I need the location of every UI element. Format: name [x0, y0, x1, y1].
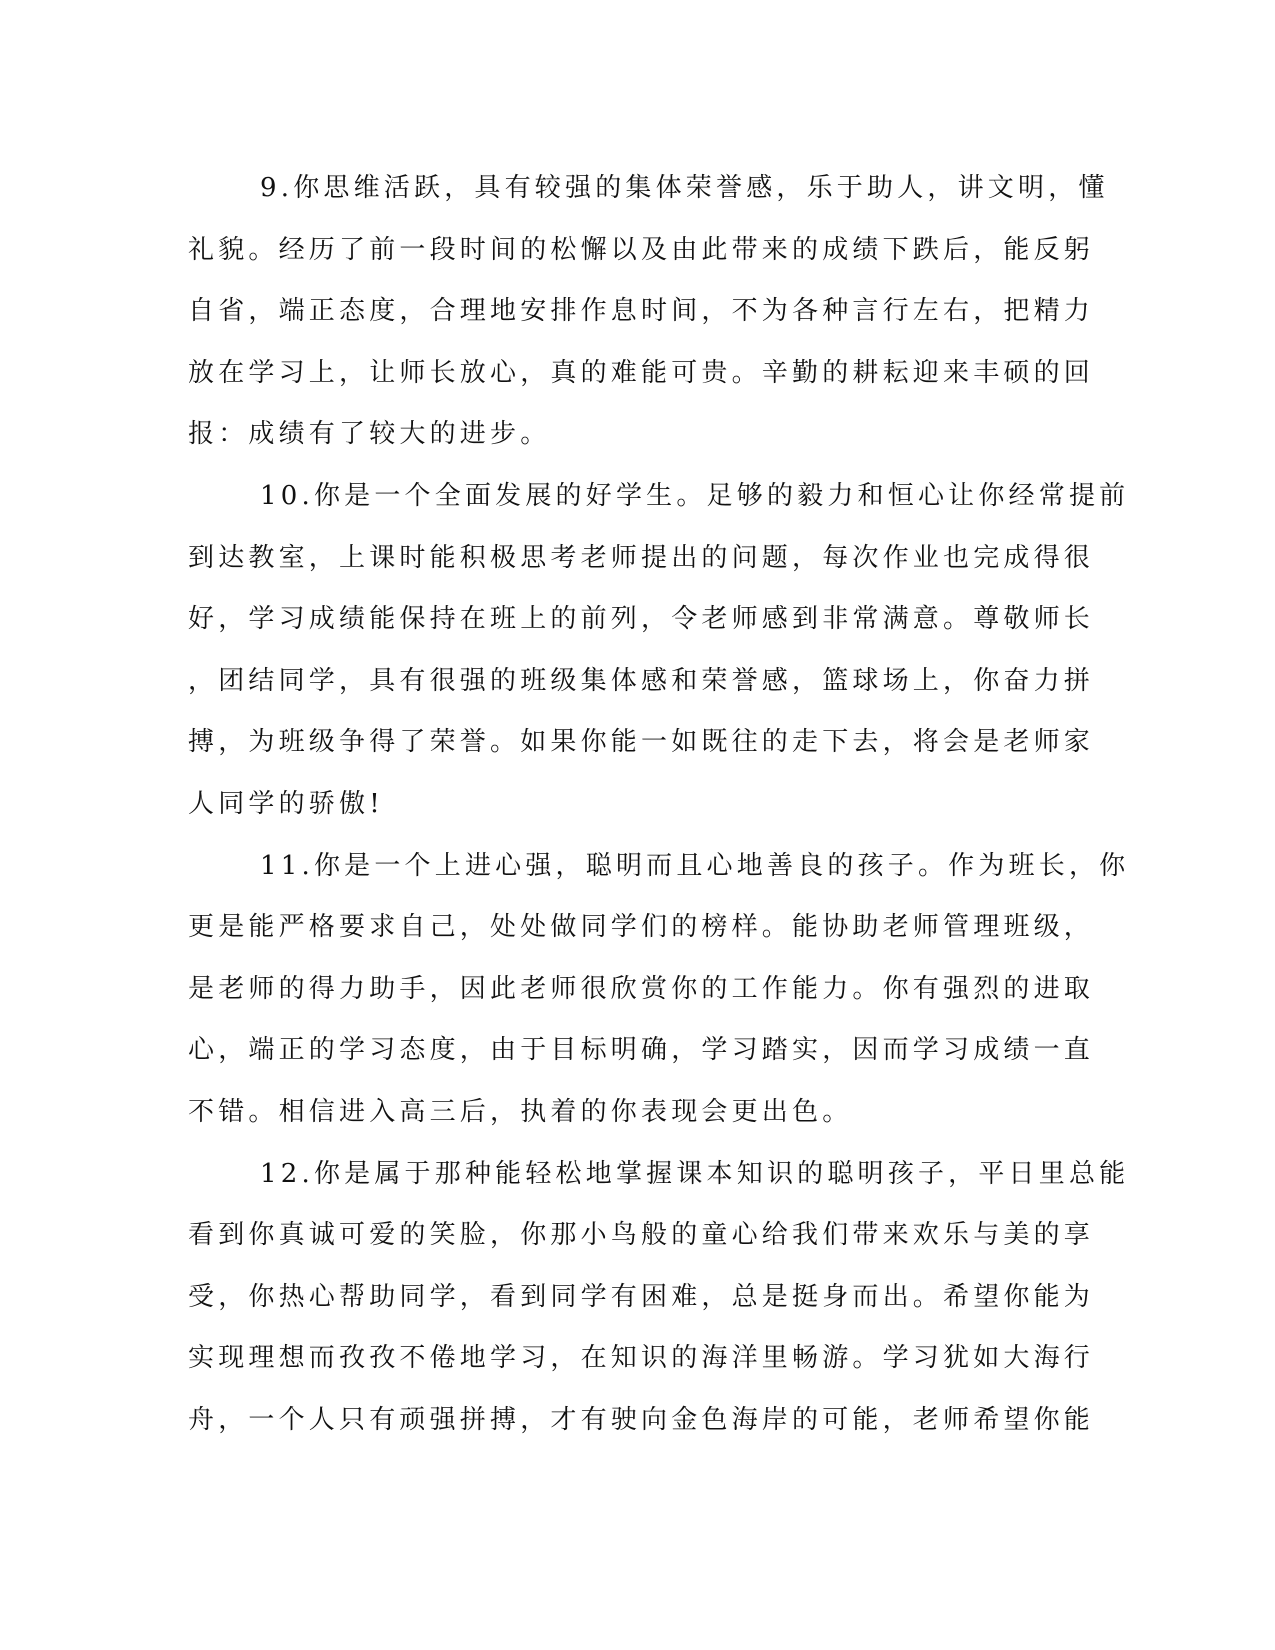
text-line: 礼貌。经历了前一段时间的松懈以及由此带来的成绩下跌后，能反躬: [188, 234, 1095, 265]
text-line: 舟，一个人只有顽强拼搏，才有驶向金色海岸的可能，老师希望你能: [188, 1404, 1095, 1435]
text-line: 自省，端正态度，合理地安排作息时间，不为各种言行左右，把精力: [188, 296, 1095, 327]
text-line: 人同学的骄傲!: [188, 788, 384, 819]
text-line: 好，学习成绩能保持在班上的前列，令老师感到非常满意。尊敬师长: [188, 604, 1095, 635]
text-line: 是老师的得力助手，因此老师很欣赏你的工作能力。你有强烈的进取: [188, 973, 1095, 1004]
paragraph-9: [188, 158, 1109, 466]
text-line: 11.你是一个上进心强，聪明而且心地善良的孩子。作为班长，你: [260, 850, 1130, 881]
paragraph-10: [188, 466, 1130, 836]
paragraph-11: [188, 836, 1130, 1144]
paragraph-12: [188, 1144, 1130, 1452]
text-line: 实现理想而孜孜不倦地学习，在知识的海洋里畅游。学习犹如大海行: [188, 1343, 1095, 1374]
text-line: 搏，为班级争得了荣誉。如果你能一如既往的走下去，将会是老师家: [188, 727, 1095, 758]
text-line: 放在学习上，让师长放心，真的难能可贵。辛勤的耕耘迎来丰硕的回: [188, 357, 1095, 388]
text-line: 到达教室，上课时能积极思考老师提出的问题，每次作业也完成得很: [188, 542, 1095, 573]
text-line: 更是能严格要求自己，处处做同学们的榜样。能协助老师管理班级，: [188, 912, 1095, 943]
text-line: 不错。相信进入高三后，执着的你表现会更出色。: [188, 1096, 853, 1127]
text-line: 报：成绩有了较大的进步。: [188, 419, 551, 450]
text-line: 受，你热心帮助同学，看到同学有困难，总是挺身而出。希望你能为: [188, 1281, 1095, 1312]
text-line: 看到你真诚可爱的笑脸，你那小鸟般的童心给我们带来欢乐与美的享: [188, 1220, 1095, 1251]
text-line: 10.你是一个全面发展的好学生。足够的毅力和恒心让你经常提前: [260, 480, 1130, 511]
text-line: 9.你思维活跃，具有较强的集体荣誉感，乐于助人，讲文明，懂: [260, 173, 1109, 203]
text-line: 心，端正的学习态度，由于目标明确，学习踏实，因而学习成绩一直: [188, 1035, 1095, 1066]
text-line: ，团结同学，具有很强的班级集体感和荣誉感，篮球场上，你奋力拼: [188, 665, 1095, 696]
document-body: [188, 158, 1130, 1451]
text-line: 12.你是属于那种能轻松地掌握课本知识的聪明孩子，平日里总能: [260, 1158, 1130, 1189]
